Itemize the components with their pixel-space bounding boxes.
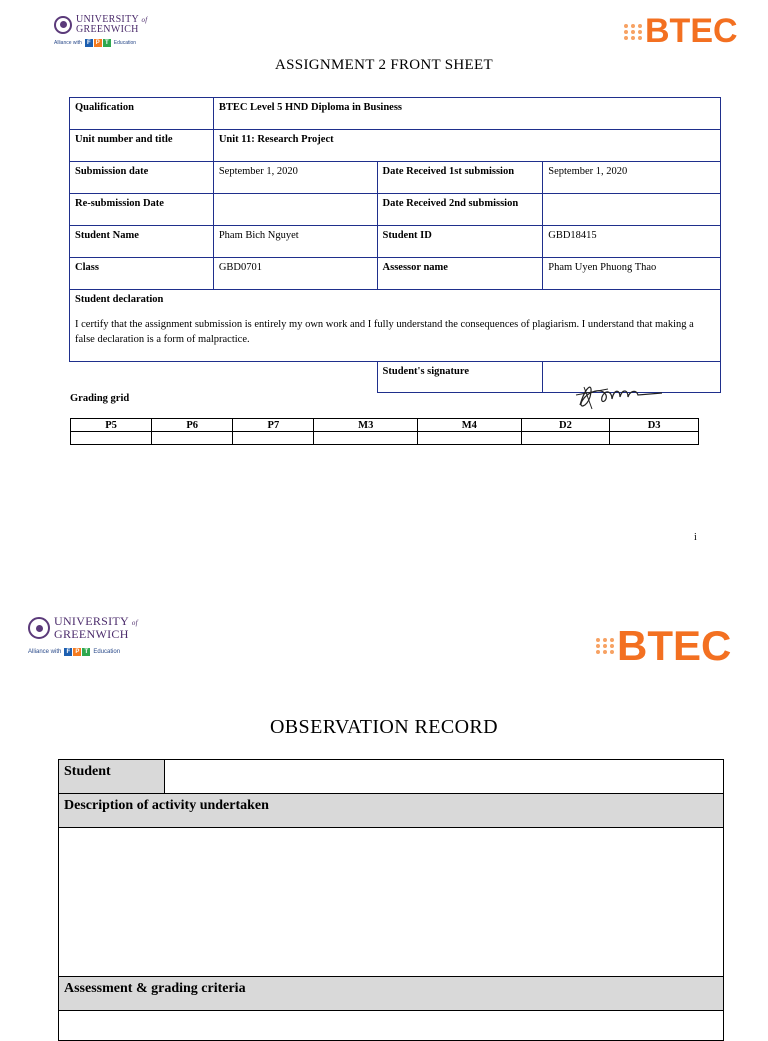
alliance-fpt: Alliance with F P T Education (54, 40, 137, 46)
btec-dots-icon (624, 24, 643, 40)
grade-cell (314, 432, 418, 445)
btec-logo: BTEC (624, 12, 738, 51)
description-field (59, 828, 724, 977)
assessment-field (59, 1011, 724, 1041)
submission-date-value: September 1, 2020 (213, 162, 377, 194)
grade-header-m4: M4 (418, 419, 522, 432)
unit-value: Unit 11: Research Project (213, 130, 720, 162)
grade-header-p7: P7 (233, 419, 314, 432)
student-label: Student (59, 760, 165, 794)
page-number: i (694, 532, 697, 543)
grade-cell (71, 432, 152, 445)
declaration-label: Student declaration (75, 294, 164, 305)
grade-cell (152, 432, 233, 445)
declaration-text: I certify that the assignment submission is entirely my own work and I fully understand the consequences of plagiarism. I understand that making a false declaration is a form of malpractice. (75, 319, 694, 345)
university-crest-icon (28, 617, 50, 639)
grade-header-m3: M3 (314, 419, 418, 432)
observation-title: OBSERVATION RECORD (269, 716, 499, 738)
student-id-value: GBD18415 (543, 226, 721, 258)
btec-dots-icon (596, 638, 615, 654)
resubmission-date-value (213, 194, 377, 226)
received-1st-label: Date Received 1st submission (377, 162, 543, 194)
university-logo-2: UNIVERSITY of GREENWICH Alliance with F P T Education (28, 614, 138, 655)
assessment-label: Assessment & grading criteria (59, 977, 724, 1011)
received-2nd-label: Date Received 2nd submission (377, 194, 543, 226)
class-value: GBD0701 (213, 258, 377, 290)
grade-header-p5: P5 (71, 419, 152, 432)
unit-label: Unit number and title (70, 130, 214, 162)
description-label: Description of activity undertaken (59, 794, 724, 828)
alliance-fpt-2: Alliance with F P T Education (28, 649, 121, 655)
qualification-value: BTEC Level 5 HND Diploma in Business (213, 98, 720, 130)
assessor-value: Pham Uyen Phuong Thao (543, 258, 721, 290)
qualification-label: Qualification (70, 98, 214, 130)
grade-header-p6: P6 (152, 419, 233, 432)
student-field (164, 760, 723, 794)
page-title: ASSIGNMENT 2 FRONT SHEET (275, 57, 493, 73)
received-2nd-value (543, 194, 721, 226)
grade-header-d3: D3 (610, 419, 699, 432)
signature-label: Student's signature (377, 362, 543, 393)
student-declaration (70, 290, 721, 362)
university-crest-icon (54, 16, 72, 34)
received-1st-value: September 1, 2020 (543, 162, 721, 194)
submission-date-label: Submission date (70, 162, 214, 194)
btec-logo-2: BTEC (596, 622, 731, 670)
student-id-label: Student ID (377, 226, 543, 258)
class-label: Class (70, 258, 214, 290)
assessor-label: Assessor name (377, 258, 543, 290)
grade-cell (418, 432, 522, 445)
grade-header-d2: D2 (521, 419, 610, 432)
grade-cell (233, 432, 314, 445)
university-logo: UNIVERSITY of GREENWICH Alliance with F P T Education (54, 14, 148, 46)
grading-grid-label: Grading grid (70, 393, 130, 404)
resubmission-date-label: Re-submission Date (70, 194, 214, 226)
front-sheet-table (69, 97, 721, 393)
student-name-label: Student Name (70, 226, 214, 258)
grade-cell (521, 432, 610, 445)
student-signature (572, 375, 662, 415)
grade-cell (610, 432, 699, 445)
fpt-logo-icon: F P T (85, 39, 111, 47)
observation-table (58, 759, 724, 1041)
grading-grid (70, 418, 699, 445)
fpt-logo-icon: F P T (64, 648, 90, 656)
student-name-value: Pham Bich Nguyet (213, 226, 377, 258)
